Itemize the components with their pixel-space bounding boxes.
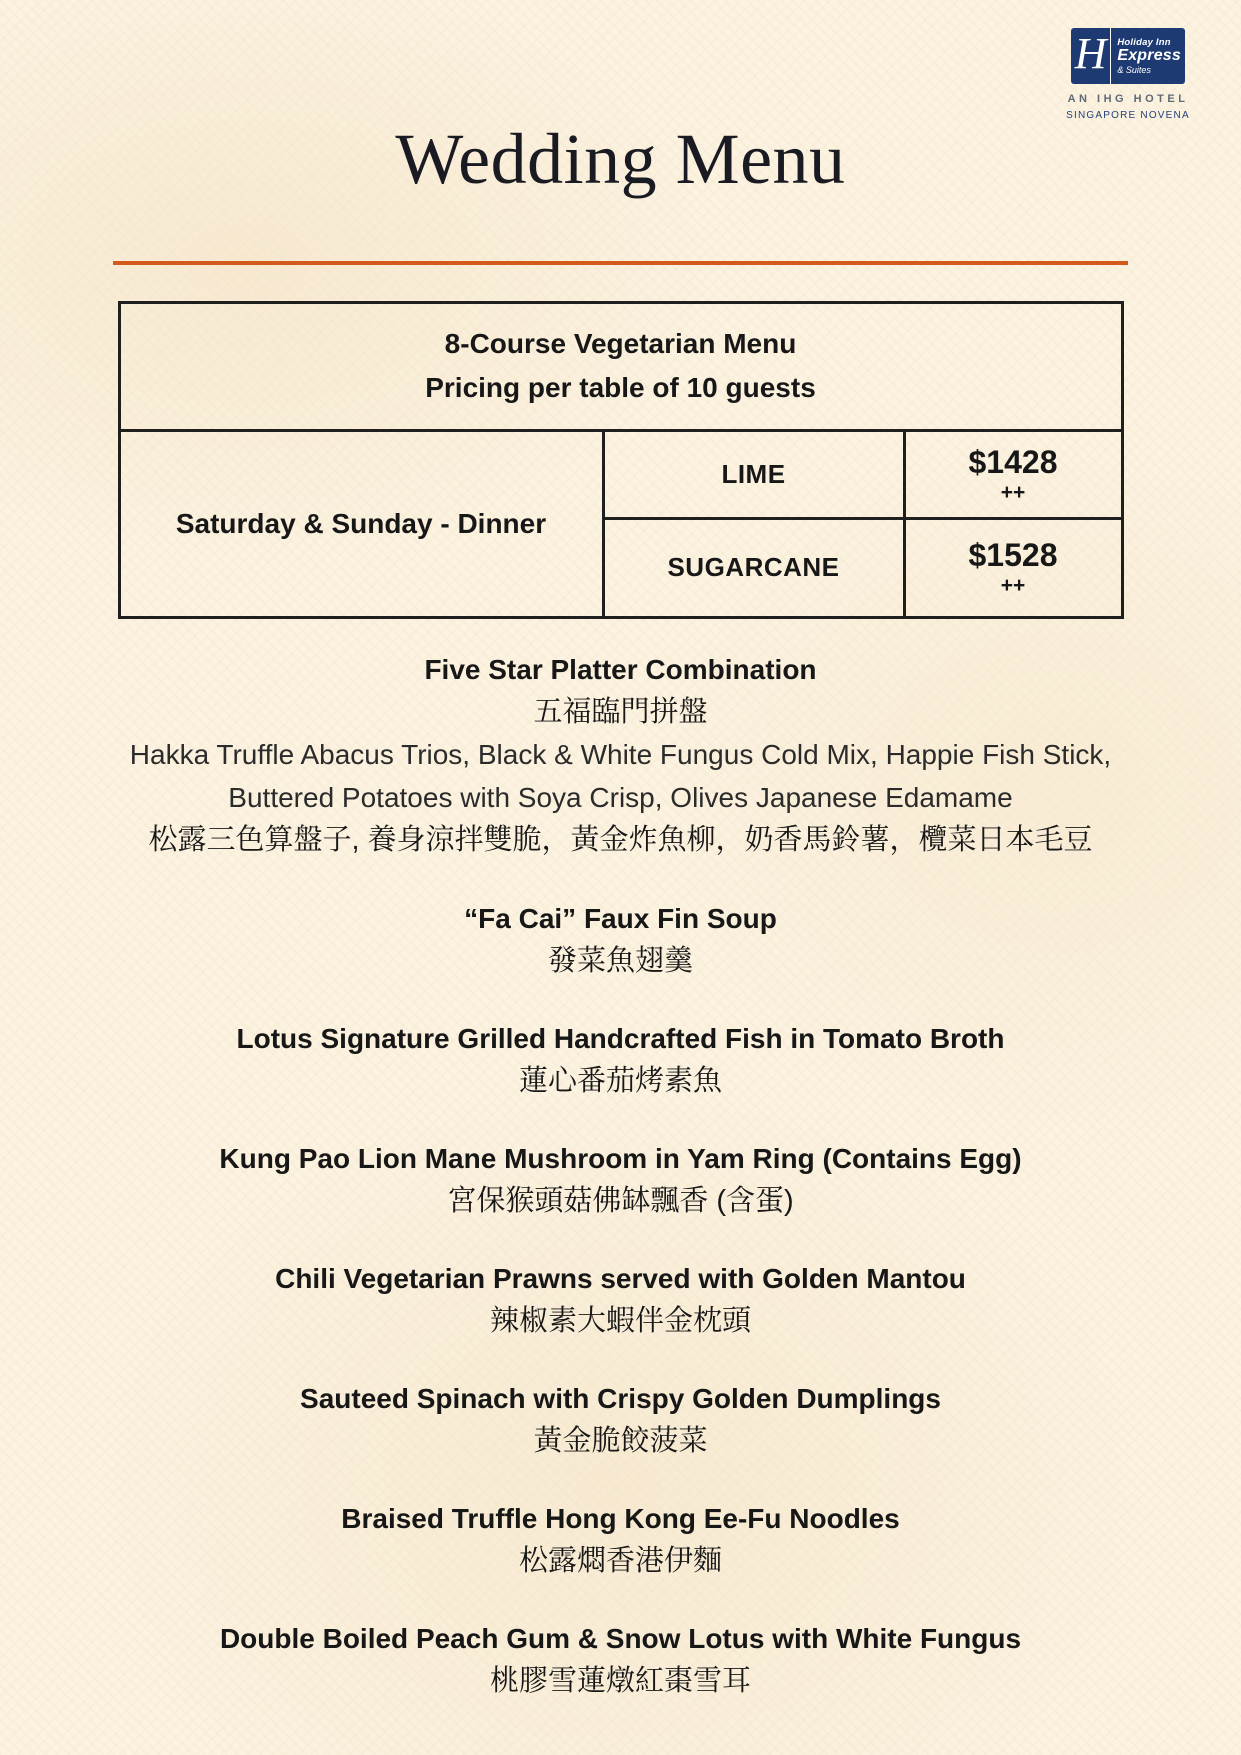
course-title-zh: 蓮心番茄烤素魚: [518, 1064, 722, 1097]
course-item: [0, 1378, 1241, 1462]
holiday-inn-express-logo: [1071, 28, 1185, 84]
hotel-location-label: SINGAPORE NOVENA: [1066, 110, 1190, 121]
course-title-en: “Fa Cai” Faux Fin Soup: [464, 902, 777, 934]
price-value: $1528: [968, 537, 1058, 574]
logo-wordmark: [1111, 28, 1185, 84]
pricing-table-header-line1: 8-Course Vegetarian Menu: [444, 327, 797, 359]
course-list: [0, 649, 1241, 1702]
logo-brand-line2: Express: [1117, 47, 1181, 65]
course-title-en: Double Boiled Peach Gum & Snow Lotus with White Fungus: [219, 1622, 1022, 1654]
session-label-cell: Saturday & Sunday - Dinner: [121, 432, 605, 616]
option-name-cell: SUGARCANE: [605, 520, 906, 616]
course-description-zh: 松露三色算盤子, 養身涼拌雙脆，黃金炸魚柳，奶香馬鈴薯，欖菜日本毛豆: [148, 823, 1093, 856]
page-title: Wedding Menu: [395, 119, 846, 199]
price-value: $1428: [968, 443, 1058, 480]
course-item: [0, 649, 1241, 862]
course-description-line: Hakka Truffle Abacus Trios, Black & White Fungus Cold Mix, Happie Fish Stick,: [129, 738, 1112, 770]
course-title-zh: 發菜魚翅羹: [547, 944, 693, 977]
course-title-zh: 松露燜香港伊麵: [518, 1544, 722, 1577]
logo-brand-line1: Holiday Inn: [1117, 37, 1171, 49]
course-item: [0, 1258, 1241, 1342]
option-name-cell: LIME: [605, 432, 906, 520]
course-item: [0, 1018, 1241, 1102]
pricing-table-header-line2: Pricing per table of 10 guests: [425, 372, 816, 404]
price-suffix: ++: [1000, 480, 1026, 504]
orange-divider: [113, 261, 1128, 265]
h-monogram-icon: H: [1071, 28, 1111, 84]
course-title-zh: 宮保猴頭菇佛缽飄香 (含蛋): [447, 1184, 794, 1217]
pricing-table: [118, 301, 1124, 619]
option-price-cell: [906, 520, 1121, 616]
course-title-zh: 辣椒素大蝦伴金枕頭: [489, 1304, 751, 1337]
price-suffix: ++: [1000, 574, 1026, 598]
pricing-table-header: [121, 304, 1121, 432]
course-title-en: Kung Pao Lion Mane Mushroom in Yam Ring (Contains Egg): [219, 1142, 1022, 1174]
course-item: [0, 1138, 1241, 1222]
course-item: [0, 898, 1241, 982]
course-title-zh: 桃膠雪蓮燉紅棗雪耳: [489, 1664, 751, 1697]
course-title-zh: 五福臨門拼盤: [533, 695, 708, 728]
course-description-line: Buttered Potatoes with Soya Crisp, Olives Japanese Edamame: [228, 781, 1013, 813]
ihg-hotel-label: AN IHG HOTEL: [1067, 93, 1189, 105]
course-title-en: Five Star Platter Combination: [424, 653, 817, 685]
logo-brand-line3: & Suites: [1117, 64, 1151, 75]
course-item: [0, 1618, 1241, 1702]
course-title-en: Lotus Signature Grilled Handcrafted Fish in Tomato Broth: [236, 1022, 1005, 1054]
hotel-logo: [1048, 28, 1208, 121]
course-title-en: Sauteed Spinach with Crispy Golden Dumplings: [300, 1382, 941, 1414]
course-item: [0, 1498, 1241, 1582]
course-title-zh: 黃金脆餃菠菜: [533, 1424, 708, 1457]
option-price-cell: [906, 432, 1121, 520]
course-title-en: Chili Vegetarian Prawns served with Golden Mantou: [275, 1262, 966, 1294]
course-title-en: Braised Truffle Hong Kong Ee-Fu Noodles: [341, 1502, 900, 1534]
